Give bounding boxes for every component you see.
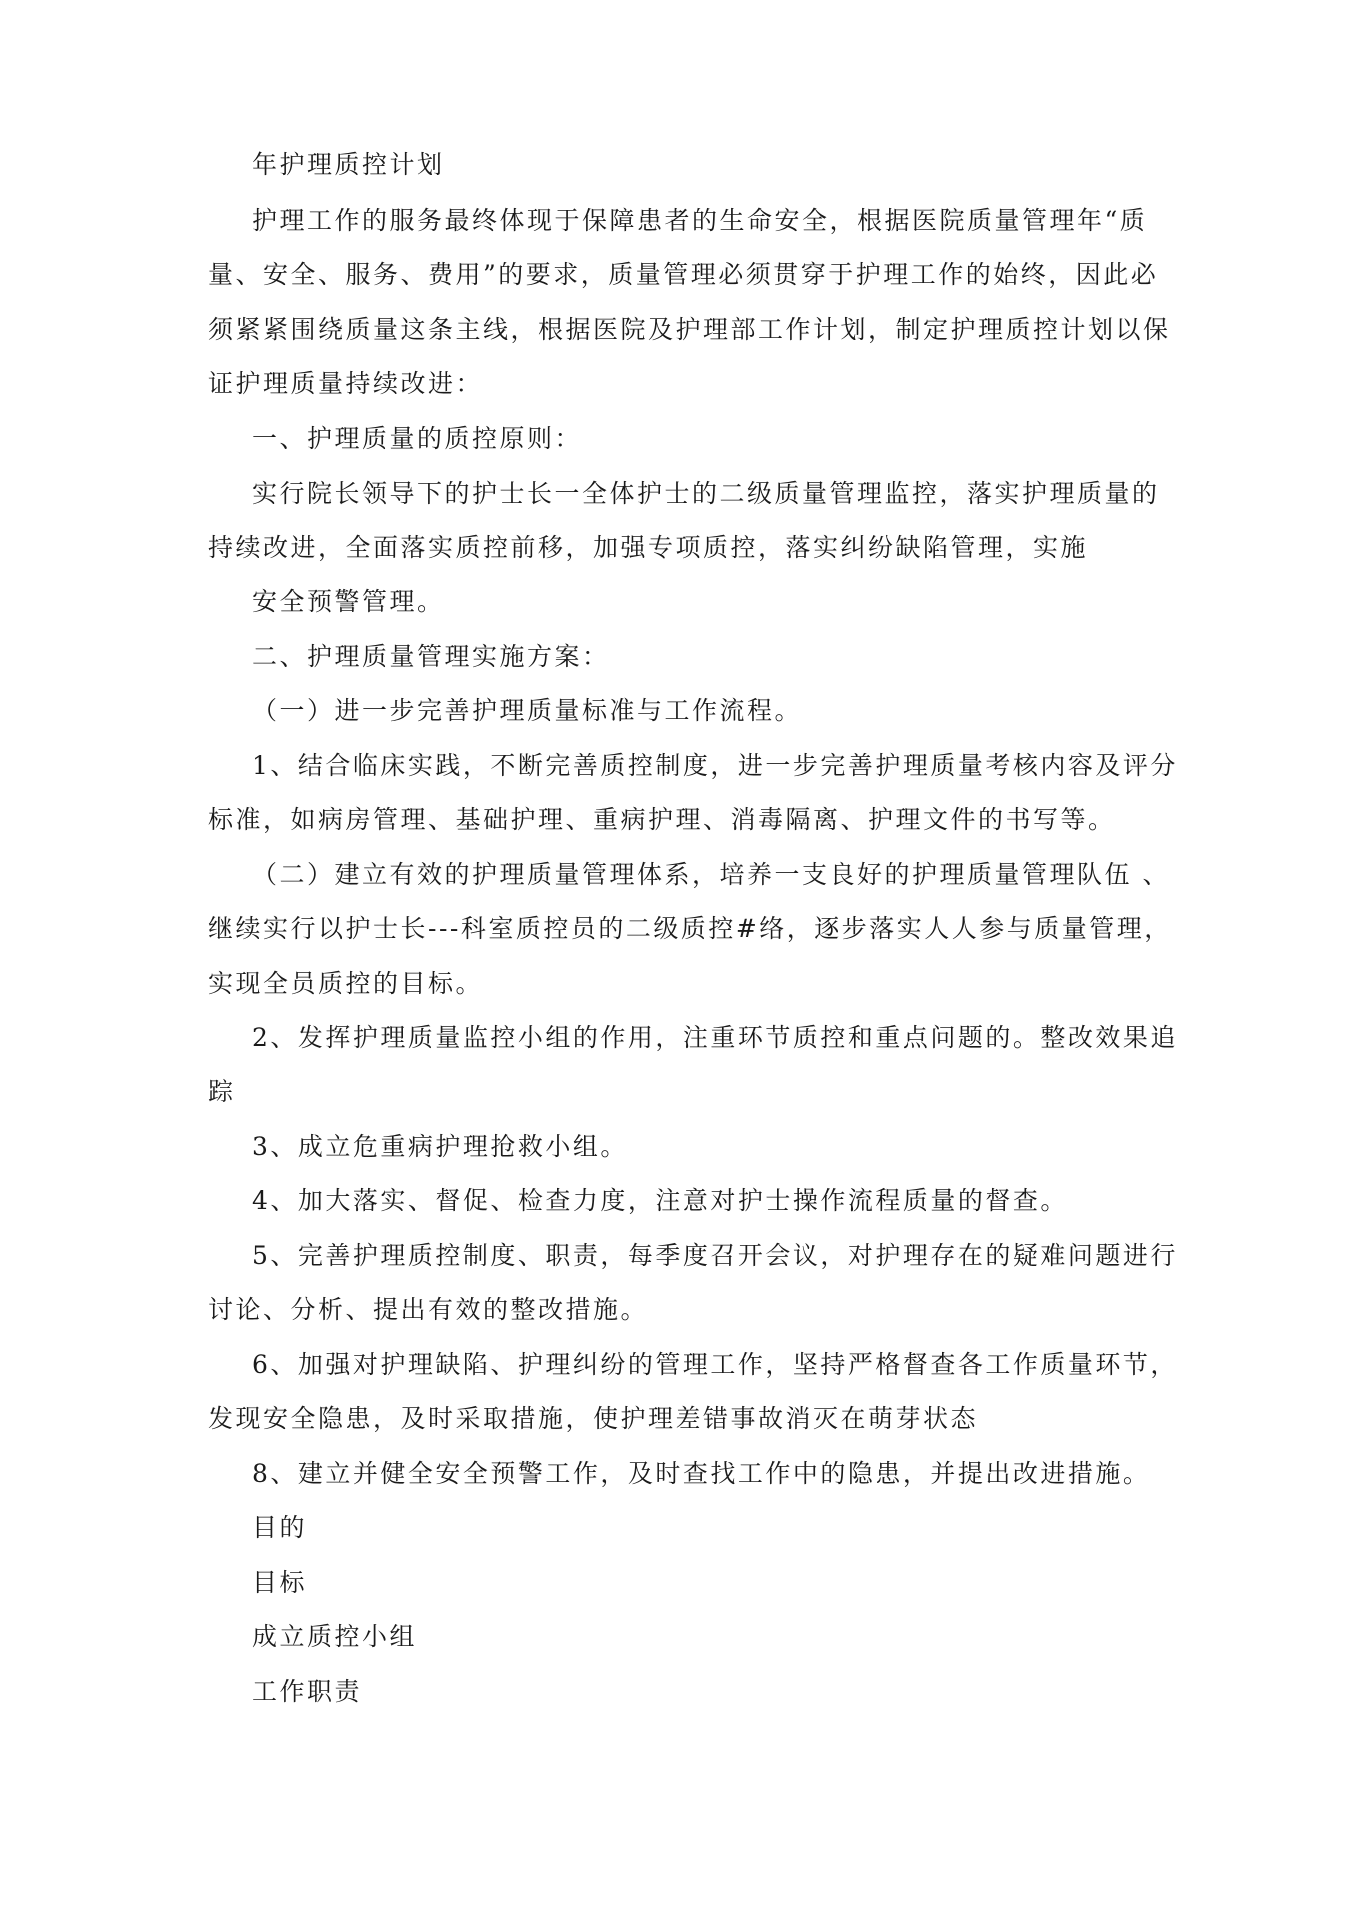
intro-line-4: 证护理质量持续改进： <box>208 369 484 398</box>
item1-line-2: 标准，如病房管理、基础护理、重病护理、消毒隔离、护理文件的书写等。 <box>208 805 1116 834</box>
sub2-line-1: （二）建立有效的护理质量管理体系，培养一支良好的护理质量管理队伍 、 <box>252 860 1170 889</box>
item1-line-1: 1、结合临床实践，不断完善质控制度，进一步完善护理质量考核内容及评分 <box>252 751 1178 780</box>
item2-line-2: 踪 <box>208 1077 236 1106</box>
section2-heading: 二、护理质量管理实施方案： <box>252 642 610 671</box>
section1-line-2: 持续改进，全面落实质控前移，加强专项质控，落实纠纷缺陷管理，实施 <box>208 533 1089 562</box>
tail-item-3: 成立质控小组 <box>252 1622 418 1651</box>
sub2-line-3: 实现全员质控的目标。 <box>208 969 484 998</box>
intro-line-2: 量、安全、服务、费用”的要求，质量管理必须贯穿于护理工作的始终，因此必 <box>208 260 1159 289</box>
sub2-line-2: 继续实行以护士长---科室质控员的二级质控#络，逐步落实人人参与质量管理， <box>208 914 1172 943</box>
section1-line-3: 安全预警管理。 <box>252 587 445 616</box>
item5-line-2: 讨论、分析、提出有效的整改措施。 <box>208 1295 649 1324</box>
sub1-heading: （一）进一步完善护理质量标准与工作流程。 <box>252 696 803 725</box>
item5-line-1: 5、完善护理质控制度、职责，每季度召开会议，对护理存在的疑难问题进行 <box>252 1241 1178 1270</box>
item6-line-2: 发现安全隐患，及时采取措施，使护理差错事故消灭在萌芽状态 <box>208 1404 979 1433</box>
section1-line-1: 实行院长领导下的护士长一全体护士的二级质量管理监控，落实护理质量的 <box>252 479 1160 508</box>
intro-line-3: 须紧紧围绕质量这条主线，根据医院及护理部工作计划，制定护理质控计划以保 <box>208 315 1171 344</box>
intro-line-1: 护理工作的服务最终体现于保障患者的生命安全，根据医院质量管理年“质 <box>252 206 1148 235</box>
item4: 4、加大落实、督促、检查力度，注意对护士操作流程质量的督查。 <box>252 1186 1068 1215</box>
item8: 8、建立并健全安全预警工作，及时查找工作中的隐患，并提出改进措施。 <box>252 1459 1151 1488</box>
item3: 3、成立危重病护理抢救小组。 <box>252 1132 628 1161</box>
tail-item-1: 目的 <box>252 1513 308 1542</box>
section1-heading: 一、护理质量的质控原则： <box>252 424 583 453</box>
item6-line-1: 6、加强对护理缺陷、护理纠纷的管理工作，坚持严格督查各工作质量环节， <box>252 1350 1178 1379</box>
document-title: 年护理质控计划 <box>252 150 445 179</box>
item2-line-1: 2、发挥护理质量监控小组的作用，注重环节质控和重点问题的。整改效果追 <box>252 1023 1178 1052</box>
tail-item-2: 目标 <box>252 1568 308 1597</box>
tail-item-4: 工作职责 <box>252 1677 363 1706</box>
